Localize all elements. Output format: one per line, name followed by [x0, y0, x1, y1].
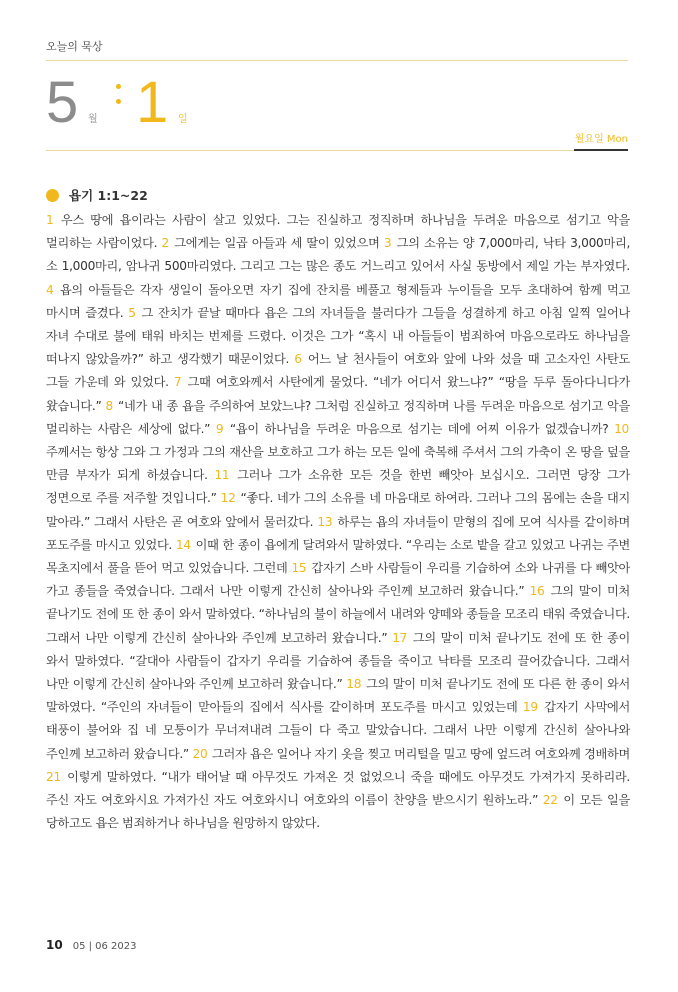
verse-number: 18 [346, 677, 362, 692]
verse-text: 그에게는 일곱 아들과 세 딸이 있었으며 [174, 236, 380, 251]
passage-reference: 욥기 1:1~22 [69, 188, 148, 203]
day-number: 1 [136, 70, 169, 135]
passage-text [46, 209, 630, 835]
month-unit: 월 [88, 114, 98, 125]
verse-text: “네가 내 종 욥을 주의하여 보았느냐? 그처럼 진실하고 정직하며 나를 두려운 마음으로 섬기고 악을 멀리하는 사람은 세상에 없다.” [46, 398, 630, 436]
header-divider [46, 60, 628, 61]
date-divider [46, 150, 628, 151]
verse-number: 13 [317, 514, 333, 529]
verse-number: 11 [214, 468, 230, 483]
verse-number: 1 [46, 213, 54, 227]
bullet-dot-icon [46, 189, 59, 202]
verse-number: 10 [614, 421, 629, 436]
verse-text: 주께서는 항상 그와 그 가정과 그의 재산을 보호하고 그가 하는 모든 일에 축복해 주셔서 그의 가축이 온 땅을 덮을 만큼 부자가 되게 하셨습니다. [46, 445, 630, 483]
verse-text: 이때 한 종이 욥에게 달려와서 말하였다. “우리는 소로 밭을 갈고 있었고 나귀는 주변 목초지에서 풀을 뜯어 먹고 있었습니다. 그런데 [46, 537, 630, 576]
verse-text: 욥의 아들들은 각자 생일이 돌아오면 자기 집에 잔치를 베풀고 형제들과 누이들을 모두 초대하여 함께 먹고 마시며 즐겼다. [46, 282, 630, 320]
verse-number: 12 [220, 491, 236, 506]
verse-number: 5 [128, 305, 136, 320]
section-label: 오늘의 묵상 [46, 40, 103, 53]
verse-text: 이렇게 말하였다. “내가 태어날 때 아무것도 가져온 것 없었으니 죽을 때에도 아무것도 가져가지 못하리라. 주신 자도 여호와시요 가져가신 자도 여호와시니 여호와의 이름이 찬양을 받으시기 원하노라.” [46, 769, 630, 808]
verse-number: 8 [105, 398, 113, 413]
date-divider-accent [574, 149, 628, 151]
verse-number: 7 [173, 375, 182, 390]
verse-text: 그의 말이 미처 끝나기도 전에 또 한 종이 와서 말하였다. “갈대아 사람들이 갑자기 우리를 기습하여 종들을 죽이고 낙타를 모조리 끌어갔습니다. 그래서 나만 이렇게 간신히 살아나와 주인께 보고하러 왔습니다.” [46, 630, 631, 692]
verse-text: 그의 말이 미처 끝나기도 전에 또 다른 한 종이 와서 말하였다. “주인의 자녀들이 맏아들의 집에서 식사를 같이하며 포도주를 마시고 있었는데 [46, 677, 630, 715]
verse-number: 16 [529, 584, 545, 599]
verse-number: 20 [192, 746, 208, 761]
verse-text: 어느 날 천사들이 여호와 앞에 나와 섰을 때 고소자인 사탄도 그들 가운데 와 있었다. [46, 352, 631, 390]
verse-text: 그때 여호와께서 사탄에게 물었다. “네가 어디서 왔느냐?” “땅을 두루 돌아다니다가 왔습니다.” [46, 375, 631, 413]
verse-text: 그러자 욥은 일어나 자기 옷을 찢고 머리털을 밀고 땅에 엎드려 여호와께 경배하며 [212, 746, 630, 761]
passage-reference-row [46, 186, 148, 204]
verse-text: 그러나 그가 소유한 모든 것을 한번 빼앗아 보십시오. 그러면 당장 그가 정면으로 주를 저주할 것입니다.” [46, 468, 631, 506]
verse-text: “욥이 하나님을 두려운 마음으로 섬기는 데에 어찌 이유가 없겠습니까? [229, 421, 609, 436]
verse-text: 이 모든 일을 당하고도 욥은 범죄하거나 하나님을 원망하지 않았다. [46, 793, 630, 831]
verse-text: 갑자기 스바 사람들이 우리를 기습하여 소와 나귀를 다 빼앗아 가고 종들을 죽였습니다. 그래서 나만 이렇게 간신히 살아나와 주인께 보고하러 왔습니다.” [46, 561, 631, 599]
verse-text: 우스 땅에 욥이라는 사람이 살고 있었다. 그는 진실하고 정직하며 하나님을 두려운 마음으로 섬기고 악을 멀리하는 사람이었다. [46, 213, 630, 251]
weekday-label: 월요일 Mon [574, 134, 628, 145]
verse-number: 21 [46, 769, 61, 784]
verse-text: 하루는 욥의 자녀들이 맏형의 집에 모여 식사를 같이하며 포도주를 마시고 있었다. [46, 514, 630, 552]
month-number: 5 [46, 70, 79, 135]
verse-number: 6 [294, 352, 302, 367]
date-colon [116, 84, 122, 114]
issue-date: 05 | 06 2023 [72, 941, 137, 952]
verse-number: 15 [291, 561, 307, 576]
verse-text: 그의 말이 미처 끝나기도 전에 또 한 종이 와서 말하였다. “하나님의 불이 하늘에서 내려와 양떼와 종들을 모조리 태워 죽였습니다. 그래서 나만 이렇게 간신히 살아나와 주인께 보고하러 왔습니다.” [46, 584, 630, 645]
verse-text: 그 잔치가 끝날 때마다 욥은 그의 자녀들을 불러다가 그들을 성결하게 하고 아침 일찍 일어나 자녀 수대로 불에 태워 바치는 번제를 드렸다. 이것은 그가 “혹시 내 아들들이 범죄하여 마음으로라도 하나님을 떠나지 않았을까?” 하고 생각했기 때문이었다. [46, 305, 631, 367]
verse-number: 19 [522, 700, 538, 715]
verse-number: 4 [46, 282, 54, 297]
verse-text: “좋다. 네가 그의 소유를 네 마음대로 하여라. 그러나 그의 몸에는 손을 대지 말아라.” 그래서 사탄은 곧 여호와 앞에서 물러갔다. [46, 491, 630, 529]
day-unit: 일 [178, 114, 188, 125]
verse-text: 그의 소유는 양 7,000마리, 낙타 3,000마리, 소 1,000마리, 암나귀 500마리였다. 그리고 그는 많은 종도 거느리고 있어서 사실 동방에서 제일 가는 부자였다. [46, 236, 631, 274]
verse-number: 17 [392, 630, 408, 645]
verse-number: 3 [383, 236, 392, 251]
verse-number: 22 [542, 793, 558, 808]
verse-text: 갑자기 사막에서 태풍이 불어와 집 네 모퉁이가 무너져내려 그들이 다 죽고 말았습니다. 그래서 나만 이렇게 간신히 살아나와 주인께 보고하러 왔습니다.” [46, 700, 631, 761]
page-number: 10 [46, 938, 63, 952]
verse-number: 9 [215, 421, 224, 436]
verse-number: 2 [161, 236, 169, 251]
page-footer [46, 938, 137, 952]
verse-number: 14 [175, 537, 191, 552]
